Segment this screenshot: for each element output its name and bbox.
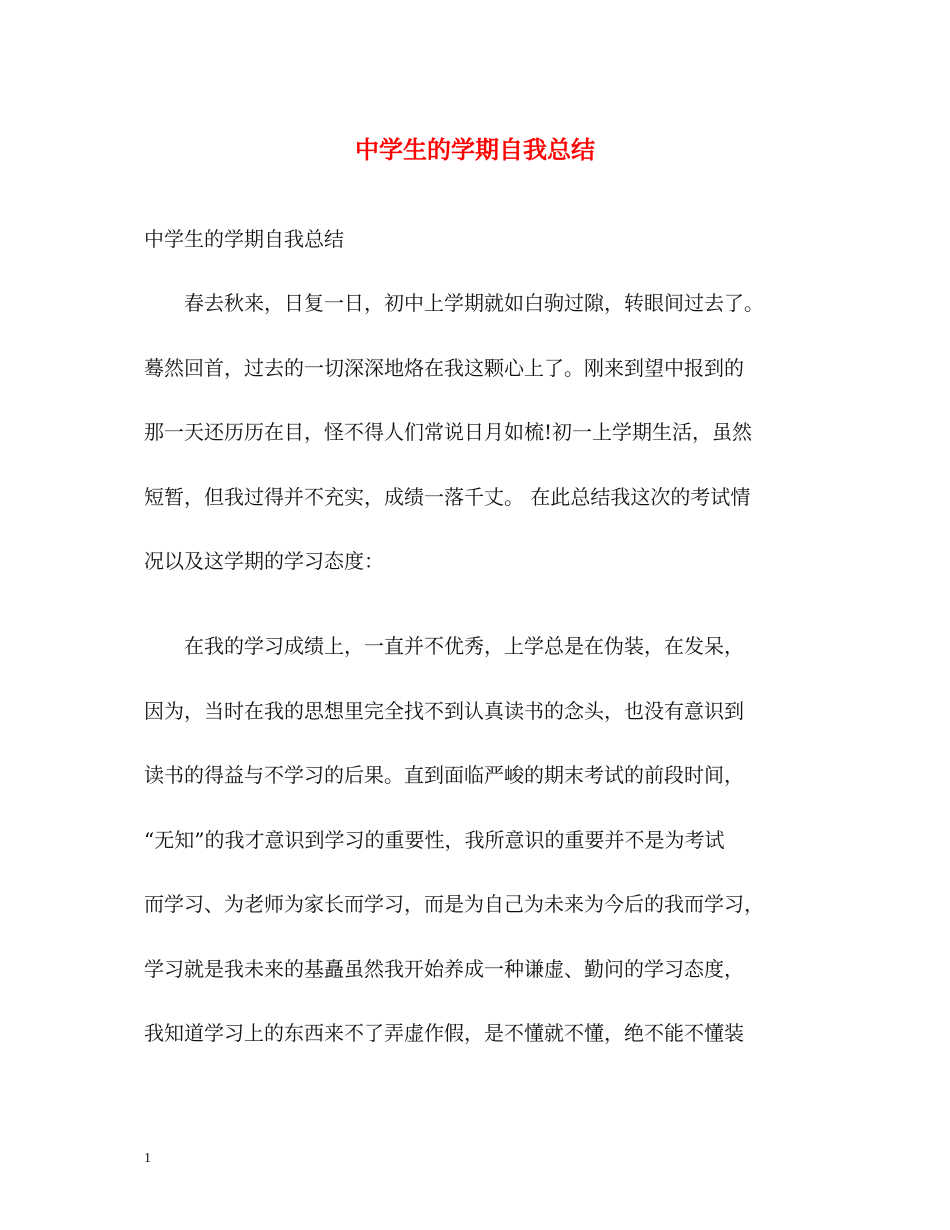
body-line-4: 短暂，但我过得并不充实，成绩一落千丈。 在此总结我这次的考试情 [144, 485, 751, 509]
body-line-8: 读书的得益与不学习的后果。直到面临严峻的期末考试的前段时间， [144, 763, 744, 787]
body-line-12: 我知道学习上的东西来不了弄虚作假，是不懂就不懂，绝不能不懂装 [144, 1021, 744, 1045]
body-line-10: 而学习、为老师为家长而学习，而是为自己为未来为今后的我而学习， [144, 892, 764, 916]
body-line-11: 学习就是我未来的基矗虽然我开始养成一种谦虚、勤问的学习态度， [144, 957, 744, 981]
body-line-7: 因为，当时在我的思想里完全找不到认真读书的念头，也没有意识到 [144, 699, 744, 723]
body-line-9: “无知”的我才意识到学习的重要性，我所意识的重要并不是为考试 [144, 828, 725, 852]
body-line-2: 蓦然回首，过去的一切深深地烙在我这颗心上了。刚来到望中报到的 [144, 356, 744, 380]
document-subtitle: 中学生的学期自我总结 [144, 227, 344, 251]
body-line-5: 况以及这学期的学习态度： [144, 549, 384, 573]
body-line-6: 在我的学习成绩上，一直并不优秀，上学总是在伪装，在发呆， [144, 634, 744, 658]
page-number: 1 [144, 1151, 151, 1166]
body-line-1: 春去秋来，日复一日，初中上学期就如白驹过隙，转眼间过去了。 [144, 291, 764, 315]
document-title: 中学生的学期自我总结 [355, 135, 595, 164]
body-line-3: 那一天还历历在目，怪不得人们常说日月如梳!初一上学期生活，虽然 [144, 420, 753, 444]
